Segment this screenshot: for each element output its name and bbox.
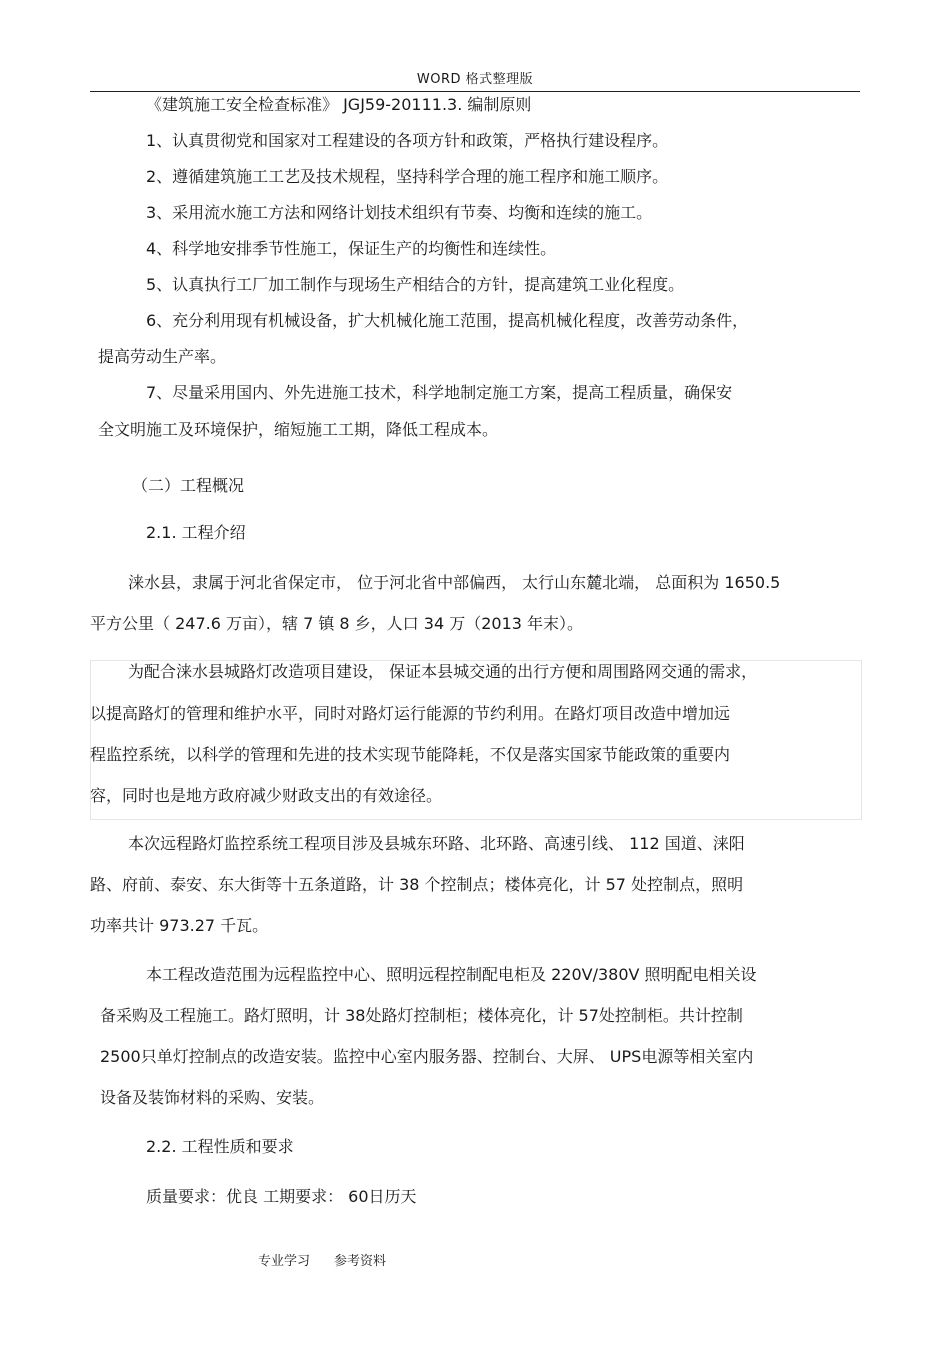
footer-left: 专业学习 [258, 1254, 311, 1269]
text-line: 涞水县，隶属于河北省保定市， 位于河北省中部偏西， 太行山东麓北端， 总面积为 1650.5 [128, 573, 781, 592]
text-line: 平方公里（ 247.6 万亩），辖 7 镇 8 乡，人口 34 万（2013 年末）。 [90, 614, 584, 633]
text-line: 为配合涞水县城路灯改造项目建设， 保证本县城交通的出行方便和周围路网交通的需求， [128, 662, 758, 681]
footer-right: 参考资料 [334, 1254, 387, 1269]
text-line: 质量要求：优良 工期要求： 60日历天 [146, 1187, 417, 1206]
text-line: 容，同时也是地方政府减少财政支出的有效途径。 [90, 786, 443, 805]
page-header: WORD 格式整理版 [416, 72, 534, 87]
text-line: 2500只单灯控制点的改造安装。监控中心室内服务器、控制台、大屏、 UPS电源等相关室内 [100, 1047, 754, 1066]
text-line: 3、采用流水施工方法和网络计划技术组织有节奏、均衡和连续的施工。 [146, 203, 653, 222]
text-line: 6、充分利用现有机械设备，扩大机械化施工范围，提高机械化程度，改善劳动条件， [146, 311, 749, 330]
text-line: 1、认真贯彻党和国家对工程建设的各项方针和政策，严格执行建设程序。 [146, 131, 669, 150]
section-heading: （二）工程概况 [132, 476, 245, 495]
text-line: 7、尽量采用国内、外先进施工技术，科学地制定施工方案，提高工程质量，确保安 [146, 383, 733, 402]
subsection-heading: 2.1. 工程介绍 [146, 523, 246, 542]
text-line: 2、遵循建筑施工工艺及技术规程，坚持科学合理的施工程序和施工顺序。 [146, 167, 669, 186]
text-line: 5、认真执行工厂加工制作与现场生产相结合的方针，提高建筑工业化程度。 [146, 275, 685, 294]
text-line: 程监控系统，以科学的管理和先进的技术实现节能降耗，不仅是落实国家节能政策的重要内 [90, 745, 731, 764]
text-line: 功率共计 973.27 千瓦。 [90, 916, 269, 935]
subsection-heading: 2.2. 工程性质和要求 [146, 1137, 294, 1156]
text-line: 本工程改造范围为远程监控中心、照明远程控制配电柜及 220V/380V 照明配电相关设 [146, 965, 757, 984]
text-line: 路、府前、泰安、东大街等十五条道路，计 38 个控制点；楼体亮化，计 57 处控制点，照明 [90, 875, 744, 894]
text-line: 全文明施工及环境保护，缩短施工工期，降低工程成本。 [98, 420, 499, 439]
text-line: 设备及装饰材料的采购、安装。 [100, 1088, 325, 1107]
text-line: 4、科学地安排季节性施工，保证生产的均衡性和连续性。 [146, 239, 557, 258]
text-line: 备采购及工程施工。路灯照明，计 38处路灯控制柜；楼体亮化，计 57处控制柜。共计控制 [100, 1006, 743, 1025]
text-line: 本次远程路灯监控系统工程项目涉及县城东环路、北环路、高速引线、 112 国道、涞阳 [128, 834, 745, 853]
text-line: 以提高路灯的管理和维护水平，同时对路灯运行能源的节约利用。在路灯项目改造中增加远 [90, 704, 731, 723]
text-line: 提高劳动生产率。 [98, 347, 227, 366]
header-rule [90, 91, 860, 92]
text-line: 《建筑施工安全检查标准》 JGJ59-20111.3. 编制原则 [146, 95, 532, 114]
